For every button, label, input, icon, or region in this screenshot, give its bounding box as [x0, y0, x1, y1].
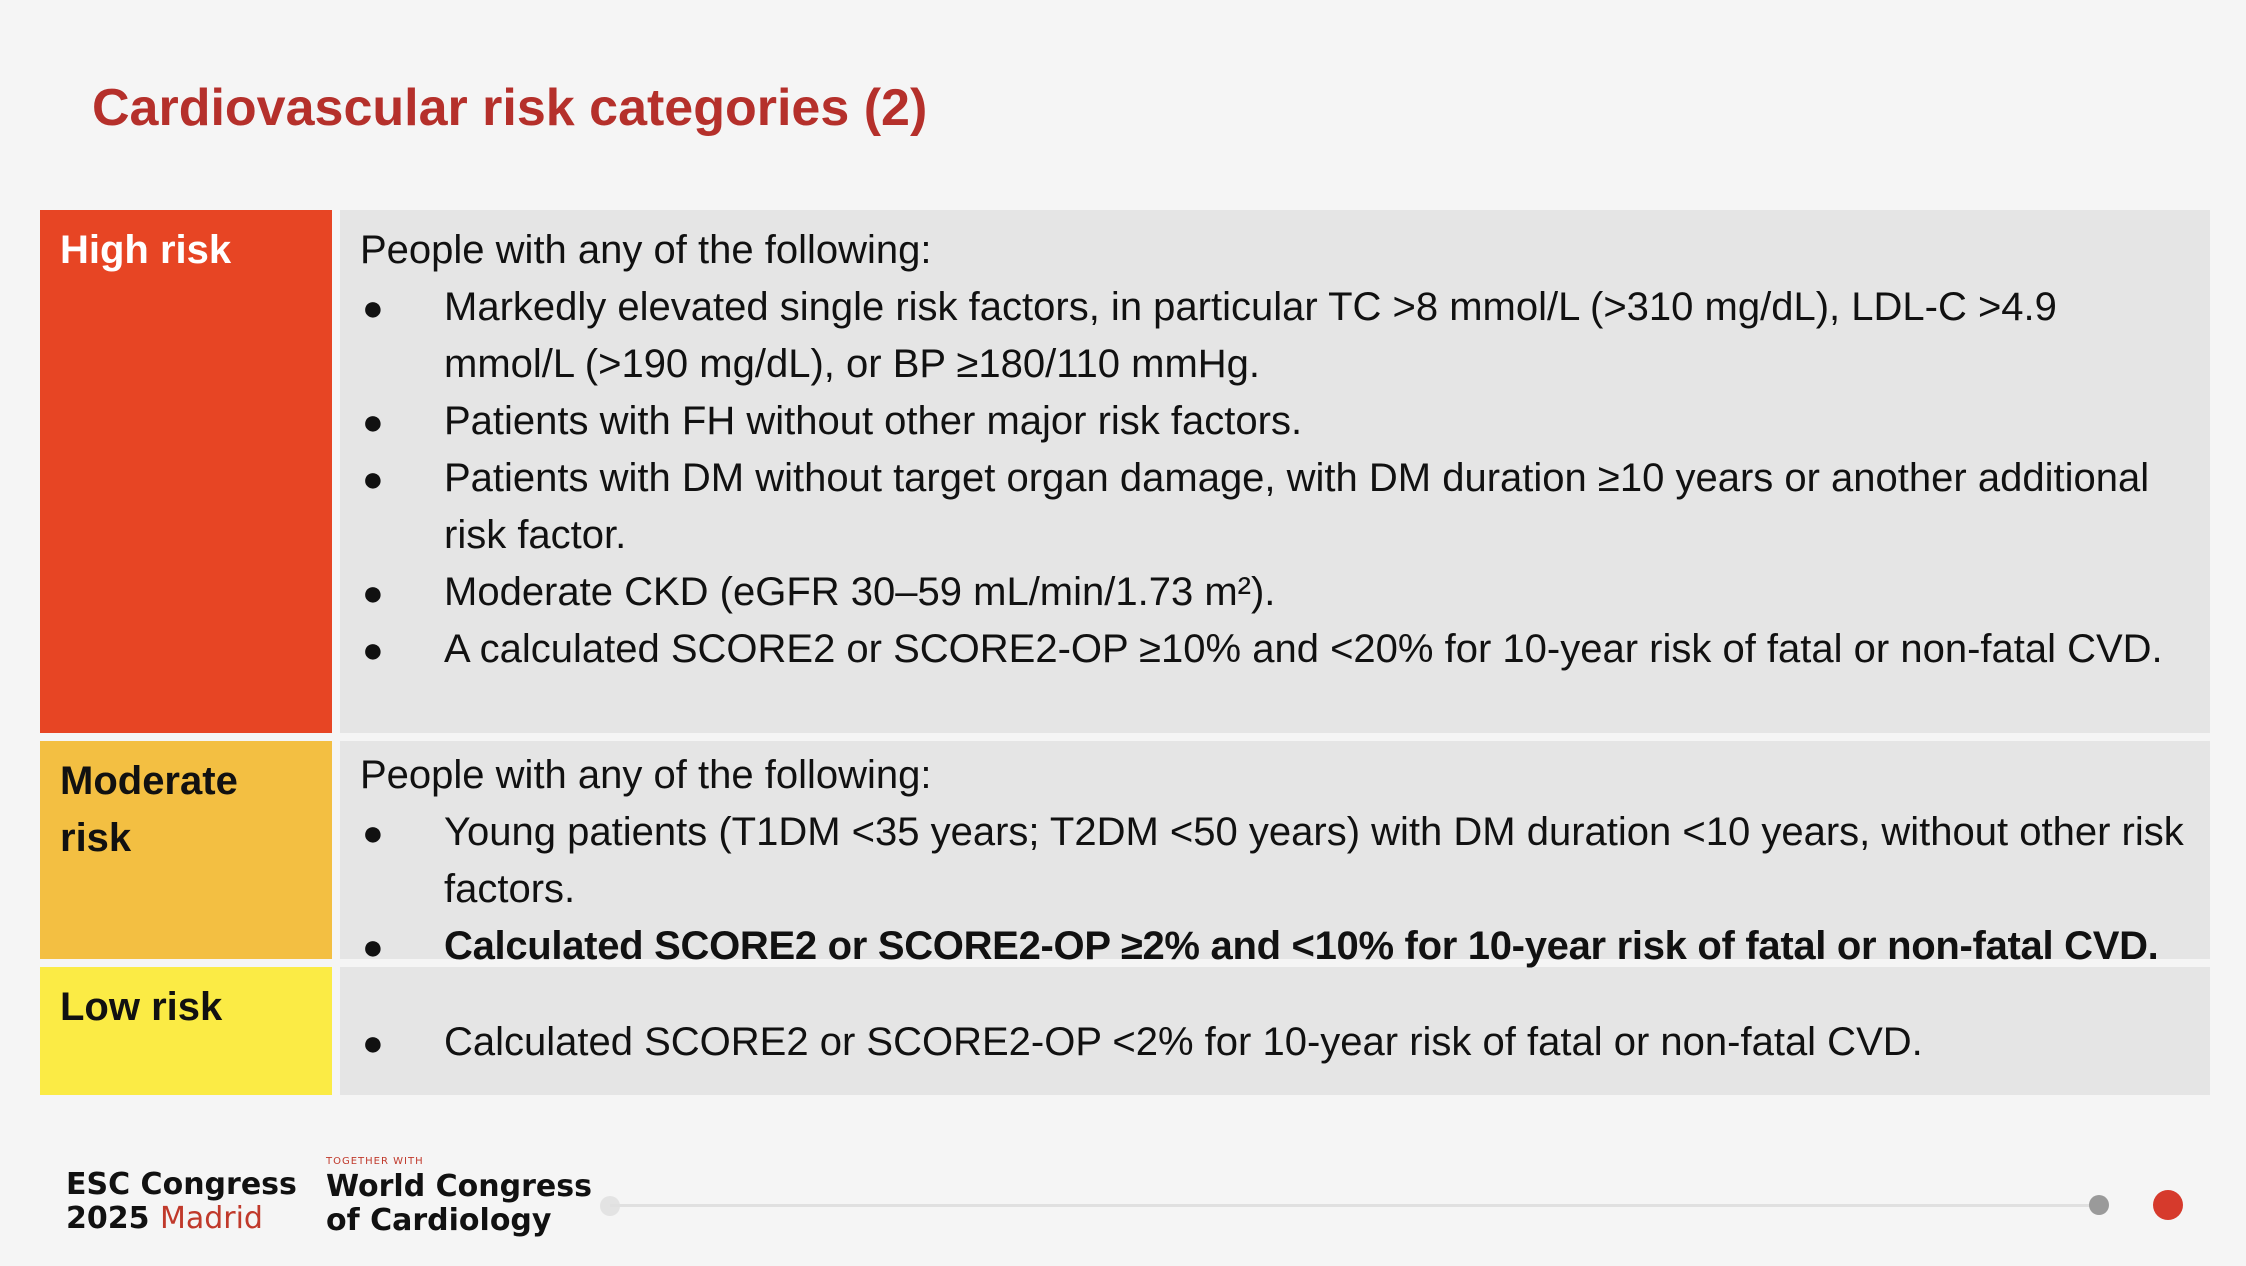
bullet-icon: ● [362, 926, 384, 967]
slide-nav-dot-inactive[interactable] [2089, 1195, 2109, 1215]
row-low-risk [40, 967, 2210, 1095]
moderate-risk-intro: People with any of the following: [360, 753, 932, 797]
slide-title: Cardiovascular risk categories (2) [92, 79, 928, 137]
bullet-icon: ● [362, 458, 384, 499]
moderate-risk-label: Moderate risk [40, 741, 332, 959]
bullet-icon: ● [362, 401, 384, 442]
moderate-risk-content [340, 741, 2210, 968]
bullet-icon: ● [362, 1022, 384, 1063]
list-item: ● Markedly elevated single risk factors, in particular TC >8 mmol/L (>310 mg/dL), LDL-C >4.9 mmol/L (>190 mg/dL), or BP ≥180/110 mmHg. [360, 279, 2190, 393]
slide-nav-dot-active[interactable] [2153, 1190, 2183, 1220]
list-item: ● Patients with DM without target organ damage, with DM duration ≥10 years or another additional risk factor. [360, 450, 2190, 564]
high-risk-label: High risk [40, 210, 332, 733]
bullet-icon: ● [362, 287, 384, 328]
slide-progress-track [610, 1204, 2090, 1207]
row-moderate-risk [40, 741, 2210, 968]
esc-congress-logo: ESC Congress 2025 Madrid [66, 1167, 297, 1236]
moderate-risk-list [360, 804, 2190, 975]
low-risk-label: Low risk [40, 967, 332, 1095]
low-risk-list [360, 1014, 2190, 1071]
high-risk-content [340, 210, 2210, 733]
list-item: ● Young patients (T1DM <35 years; T2DM <50 years) with DM duration <10 years, without other risk factors. [360, 804, 2190, 918]
low-risk-content [340, 967, 2210, 1095]
list-item: ● A calculated SCORE2 or SCORE2-OP ≥10% and <20% for 10-year risk of fatal or non-fatal CVD. [360, 621, 2190, 678]
high-risk-list [360, 279, 2190, 678]
list-item: ● Calculated SCORE2 or SCORE2-OP <2% for 10-year risk of fatal or non-fatal CVD. [360, 1014, 2190, 1071]
list-item: ● Patients with FH without other major risk factors. [360, 393, 2190, 450]
high-risk-intro: People with any of the following: [360, 228, 932, 272]
world-congress-logo: TOGETHER WITH World Congress of Cardiology [326, 1156, 592, 1238]
list-item-emphasized: ● Calculated SCORE2 or SCORE2-OP ≥2% and <10% for 10-year risk of fatal or non-fatal CVD. [360, 918, 2190, 975]
bullet-icon: ● [362, 629, 384, 670]
bullet-icon: ● [362, 812, 384, 853]
row-high-risk [40, 210, 2210, 733]
bullet-icon: ● [362, 572, 384, 613]
list-item: ● Moderate CKD (eGFR 30–59 mL/min/1.73 m²). [360, 564, 2190, 621]
risk-category-table [40, 210, 2210, 1103]
